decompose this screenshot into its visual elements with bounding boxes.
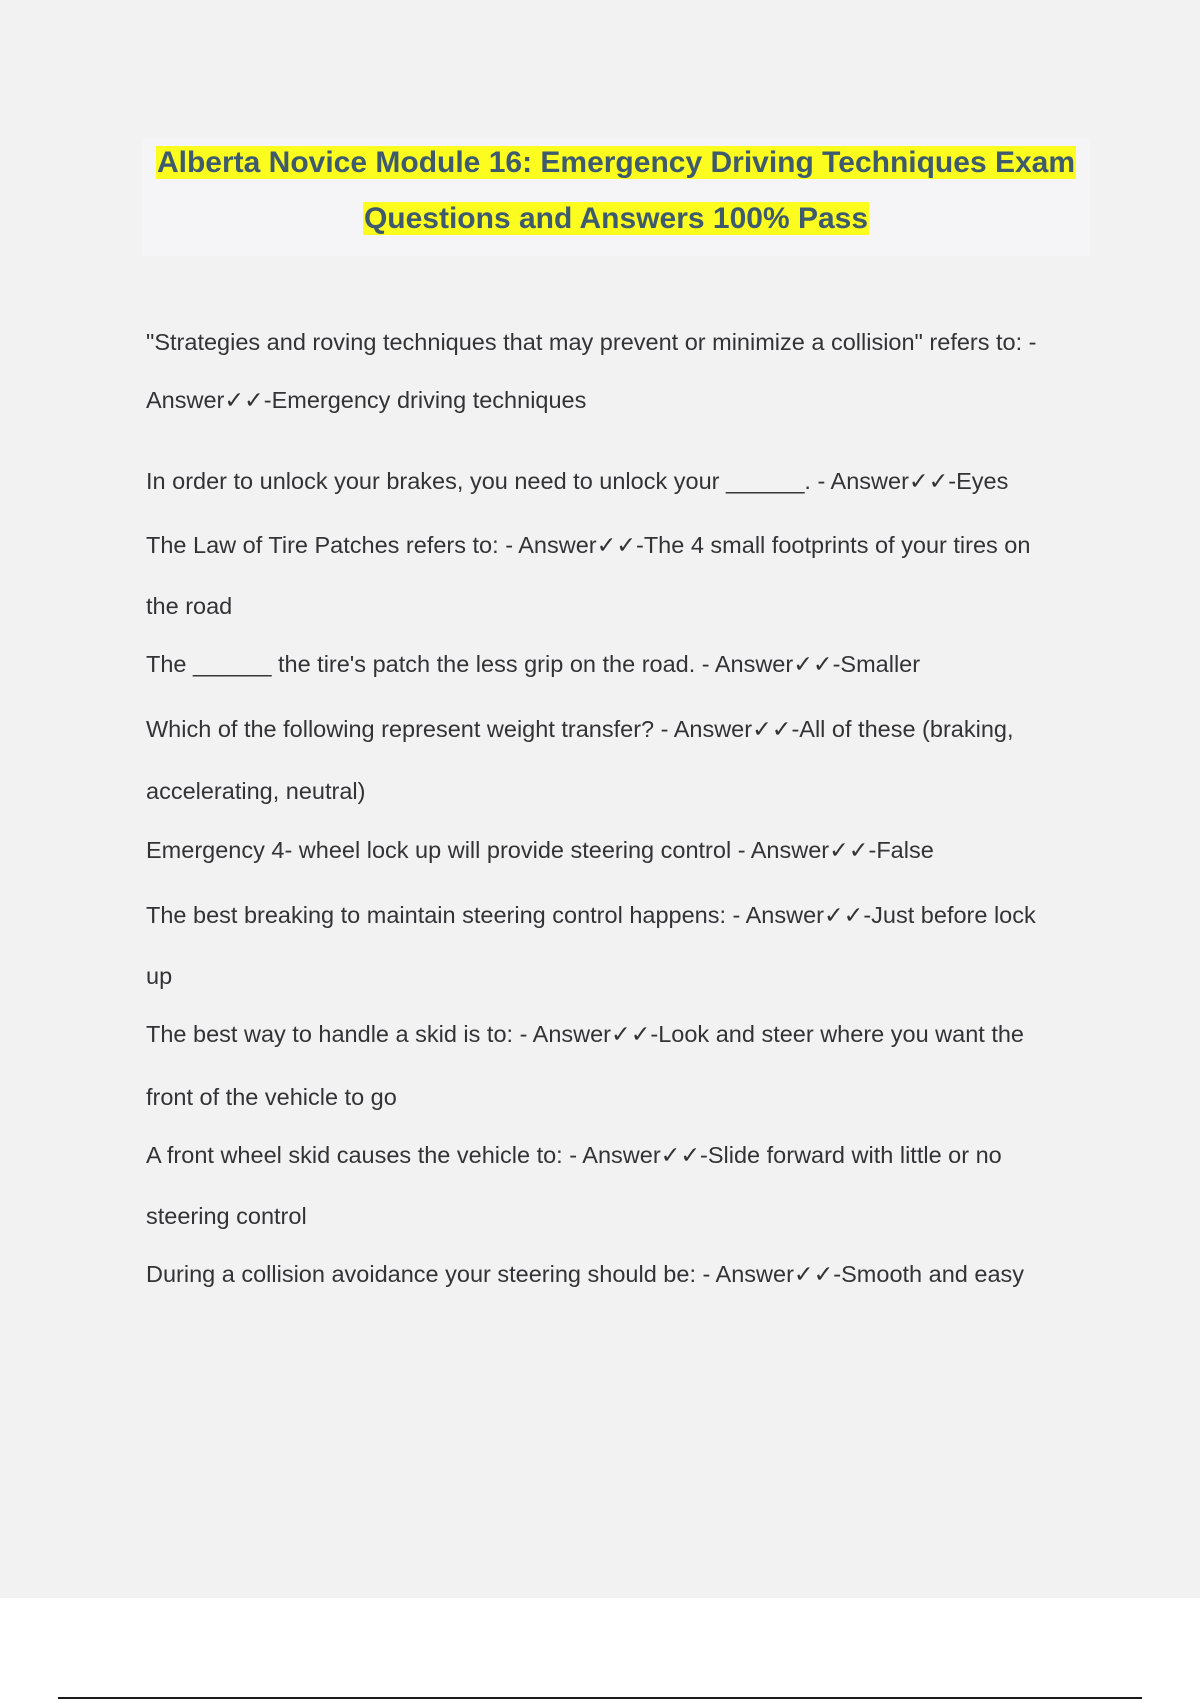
qa-line-8: accelerating, neutral): [146, 778, 366, 804]
title-line-1-text: Alberta Novice Module 16: Emergency Driving Techniques Exam: [156, 146, 1076, 179]
qa-line-14: A front wheel skid causes the vehicle to: - Answer✓✓-Slide forward with little or no: [146, 1142, 1002, 1168]
title-line-2-text: Questions and Answers 100% Pass: [363, 202, 869, 235]
qa-line-9: Emergency 4- wheel lock up will provide steering control - Answer✓✓-False: [146, 837, 934, 863]
qa-line-1: "Strategies and roving techniques that may prevent or minimize a collision" refers to: -: [146, 329, 1037, 355]
qa-line-5: the road: [146, 593, 233, 619]
qa-line-13: front of the vehicle to go: [146, 1084, 397, 1110]
title-line-1: [142, 143, 1090, 183]
qa-line-2: Answer✓✓-Emergency driving techniques: [146, 387, 587, 413]
qa-line-11: up: [146, 963, 173, 989]
qa-line-6: The ______ the tire's patch the less grip on the road. - Answer✓✓-Smaller: [146, 651, 921, 677]
title-line-2: [142, 199, 1090, 239]
qa-line-16: During a collision avoidance your steering should be: - Answer✓✓-Smooth and easy: [146, 1261, 1025, 1287]
document-title: [142, 138, 1090, 256]
footer-divider: [58, 1697, 1142, 1699]
qa-line-7: Which of the following represent weight transfer? - Answer✓✓-All of these (braking,: [146, 716, 1014, 742]
qa-line-4: The Law of Tire Patches refers to: - Answer✓✓-The 4 small footprints of your tires on: [146, 532, 1031, 558]
qa-line-10: The best breaking to maintain steering control happens: - Answer✓✓-Just before lock: [146, 902, 1036, 928]
qa-line-3: In order to unlock your brakes, you need to unlock your ______. - Answer✓✓-Eyes: [146, 468, 1009, 494]
qa-line-12: The best way to handle a skid is to: - Answer✓✓-Look and steer where you want the: [146, 1021, 1025, 1047]
qa-line-15: steering control: [146, 1203, 307, 1229]
